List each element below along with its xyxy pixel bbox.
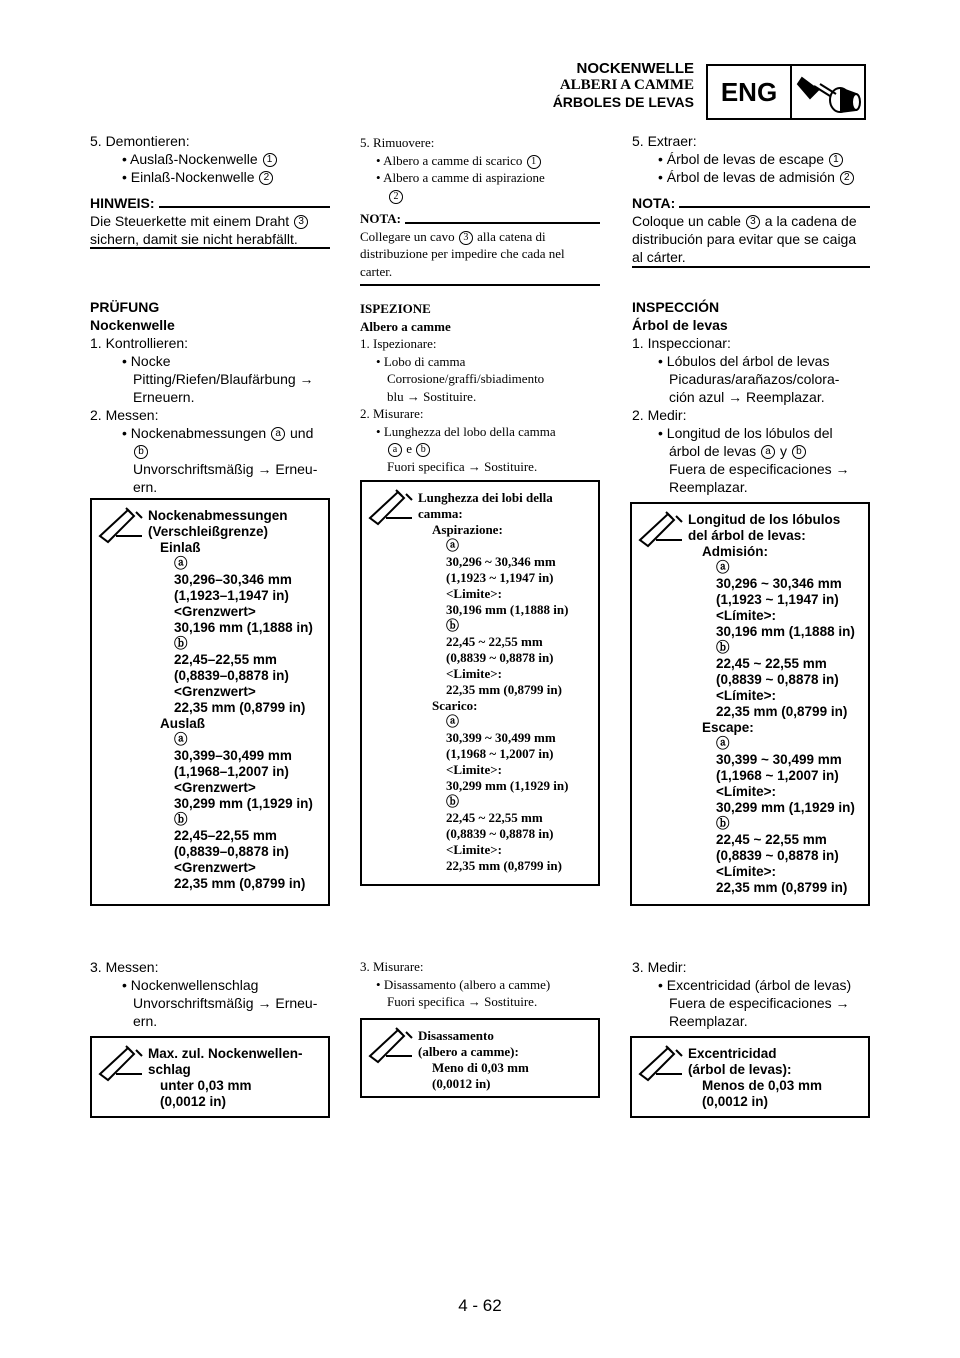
- spec-line: Scarico:: [432, 698, 478, 713]
- es-note-line3: al cárter.: [632, 249, 686, 265]
- es-inspection-section: [632, 298, 870, 496]
- spec-line: 30,399 ~ 30,499 mm: [716, 752, 842, 767]
- es-step2-item2: [632, 442, 870, 460]
- de-step5: 5. Demontieren:: [90, 133, 190, 149]
- callout-1: 1: [527, 155, 541, 169]
- it-step5-item2: • Albero a camme di aspirazione: [376, 170, 545, 185]
- de-step2-detail2: ern.: [133, 479, 158, 495]
- spec-line: 22,35 mm (0,8799 in): [174, 700, 306, 715]
- spec-line: ⓐ: [174, 556, 188, 571]
- es-step1-item: • Lóbulos del árbol de levas: [658, 353, 830, 369]
- spec-line: Menos de 0,03 mm: [702, 1078, 823, 1093]
- de-step1-item-text: Nocke: [130, 353, 171, 369]
- wrench-icon: [98, 1044, 144, 1084]
- eng-label: ENG: [720, 76, 778, 107]
- spec-line: <Límite>:: [716, 784, 777, 799]
- spec-line: 22,45–22,55 mm: [174, 652, 277, 667]
- spec-line: Einlaß: [160, 540, 201, 555]
- wrench-icon: [638, 510, 684, 550]
- es-step2: 2. Medir:: [632, 407, 687, 423]
- de-note-text1: Die Steuerkette mit einem Draht: [90, 213, 290, 229]
- it-section-title: ISPEZIONE: [360, 301, 431, 316]
- spec-line: (0,8839 ~ 0,8878 in): [716, 848, 839, 863]
- spec-line: <Grenzwert>: [174, 780, 256, 795]
- es-step2-item-text: Longitud de los lóbulos del: [666, 425, 833, 441]
- spec-line: 22,45 ~ 22,55 mm: [716, 656, 827, 671]
- es-subsection-title: Árbol de levas: [632, 317, 728, 333]
- de-step3-detail: Unvorschriftsmäßig → Erneu-: [133, 995, 318, 1011]
- de-removal-section: [90, 132, 330, 248]
- it-step1-item: • Lobo di camma: [376, 353, 466, 369]
- es-note-label: NOTA:: [632, 195, 676, 211]
- spec-line: (Verschleißgrenze): [148, 524, 269, 539]
- badge-divider: [790, 66, 792, 118]
- de-subsection-title: Nockenwelle: [90, 317, 175, 333]
- spec-line: schlag: [148, 1062, 191, 1077]
- es-step2-and: y: [779, 443, 787, 459]
- de-section-title: PRÜFUNG: [90, 299, 160, 315]
- spec-line: <Grenzwert>: [174, 684, 256, 699]
- it-note-head: [360, 210, 600, 228]
- de-step5-item2: • Einlaß-Nockenwelle 2: [90, 168, 330, 186]
- it-step5: 5. Rimuovere:: [360, 135, 435, 150]
- wrench-icon: [368, 488, 414, 528]
- spec-line: (0,8839–0,8878 in): [174, 844, 289, 859]
- it-step5-item1: • Albero a camme di scarico 1: [360, 152, 600, 170]
- it-step3-detail: Fuori specifica → Sostituire.: [387, 994, 538, 1009]
- wrench-icon: [638, 1044, 684, 1084]
- spec-line: Disassamento: [418, 1028, 494, 1043]
- de-runout-section: [90, 958, 330, 1030]
- es-step3-item: • Excentricidad (árbol de levas): [658, 977, 852, 993]
- spec-line: Aspirazione:: [432, 522, 503, 537]
- es-step3-detail2: Reemplazar.: [669, 1013, 748, 1029]
- spec-line: <Limite>:: [446, 762, 502, 777]
- spec-line: ⓐ: [446, 714, 460, 729]
- es-note-text2: a la cadena de: [764, 213, 857, 229]
- es-note-line1: [632, 212, 870, 230]
- it-step1-item-text: Lobo di camma: [383, 353, 466, 369]
- callout-2: 2: [840, 171, 854, 185]
- callout-3: 3: [746, 215, 760, 229]
- es-removal-section: [632, 132, 870, 266]
- header-title-it: ALBERI A CAMME: [559, 77, 694, 93]
- it-step2-item: • Lunghezza del lobo della camma: [376, 423, 556, 439]
- spec-line: (1,1923–1,1947 in): [174, 588, 289, 603]
- de-spec-box: [90, 498, 330, 906]
- it-step1-detail: Corrosione/graffi/sbiadimento: [387, 371, 545, 386]
- de-step3-item-text: Nockenwellenschlag: [130, 977, 259, 993]
- es-step3: 3. Medir:: [632, 959, 687, 975]
- spec-line: Nockenabmessungen: [148, 508, 288, 523]
- de-step1-item: • Nocke: [122, 353, 171, 369]
- es-step2-detail: Fuera de especificaciones →: [669, 461, 850, 477]
- spec-line: Excentricidad: [688, 1046, 777, 1061]
- spec-line: Max. zul. Nockenwellen-: [148, 1046, 303, 1061]
- spec-line: 30,296 ~ 30,346 mm: [716, 576, 842, 591]
- de-inspection-section: [90, 298, 330, 496]
- it-step3-item: • Disassamento (albero a camme): [376, 976, 551, 992]
- spec-line: ⓑ: [446, 618, 460, 633]
- de-runout-box: [90, 1036, 330, 1118]
- it-inspection-section: [360, 300, 600, 475]
- de-note-rule: [90, 247, 330, 249]
- spec-line: 30,399–30,499 mm: [174, 748, 292, 763]
- it-step2: 2. Misurare:: [360, 406, 424, 421]
- spec-line: ⓑ: [716, 816, 730, 831]
- de-step3-detail2: ern.: [133, 1013, 158, 1029]
- page-header: [553, 60, 694, 110]
- de-step5-item2-text: Einlaß-Nockenwelle: [130, 169, 255, 185]
- it-step1: 1. Ispezionare:: [360, 336, 437, 351]
- page-number: 4 - 62: [458, 1296, 502, 1315]
- de-step2-and: und: [290, 425, 314, 441]
- es-runout-section: [632, 958, 870, 1030]
- spec-line: 30,196 mm (1,1888 in): [716, 624, 855, 639]
- de-spec-lines: [148, 508, 313, 892]
- spec-line: (0,8839 ~ 0,8878 in): [446, 826, 554, 841]
- spec-line: Longitud de los lóbulos: [688, 512, 841, 527]
- callout-2: 2: [259, 171, 273, 185]
- camshaft-icon: [796, 70, 862, 116]
- it-note-line2: distribuzione per impedire che cada nel: [360, 246, 565, 261]
- it-step3-item-text: Disassamento (albero a camme): [383, 976, 551, 992]
- spec-line: ⓐ: [446, 538, 460, 553]
- spec-line: (0,0012 in): [702, 1094, 769, 1109]
- spec-line: 22,35 mm (0,8799 in): [716, 704, 848, 719]
- it-runout-section: [360, 958, 600, 1011]
- spec-line: ⓑ: [174, 812, 188, 827]
- de-step2-item: • Nockenabmessungen a und: [122, 425, 314, 441]
- it-step3: 3. Misurare:: [360, 959, 424, 974]
- it-note-line1: [360, 228, 600, 246]
- spec-line: (0,8839–0,8878 in): [174, 668, 289, 683]
- spec-line: 30,296 ~ 30,346 mm: [446, 554, 556, 569]
- de-step2-b: [90, 442, 330, 460]
- spec-line: 30,299 mm (1,1929 in): [716, 800, 855, 815]
- wrench-icon: [98, 506, 144, 546]
- de-step1-detail: Pitting/Riefen/Blaufärbung →: [133, 371, 314, 387]
- spec-line: Auslaß: [160, 716, 206, 731]
- es-step3-item-text: Excentricidad (árbol de levas): [666, 977, 852, 993]
- es-note-text1: Coloque un cable: [632, 213, 741, 229]
- spec-line: 22,35 mm (0,8799 in): [446, 682, 562, 697]
- es-note-head: [632, 194, 870, 212]
- spec-line: del árbol de levas:: [688, 528, 806, 543]
- header-title-es: ÁRBOLES DE LEVAS: [552, 94, 694, 110]
- spec-line: 30,399 ~ 30,499 mm: [446, 730, 556, 745]
- it-removal-section: [360, 134, 600, 280]
- spec-line: unter 0,03 mm: [160, 1078, 252, 1093]
- spec-line: 30,196 mm (1,1888 in): [446, 602, 569, 617]
- spec-line: <Límite>:: [716, 688, 777, 703]
- it-step2-ab: [360, 440, 600, 458]
- de-note-line1: [90, 212, 330, 230]
- spec-line: (1,1968 ~ 1,2007 in): [716, 768, 839, 783]
- it-step5-item1-text: Albero a camme di scarico: [383, 152, 523, 168]
- spec-line: <Grenzwert>: [174, 860, 256, 875]
- es-step5-item2-text: Árbol de levas de admisión: [666, 169, 835, 185]
- de-step1: 1. Kontrollieren:: [90, 335, 189, 351]
- it-note-label: NOTA:: [360, 211, 401, 226]
- de-step1-detail2: Erneuern.: [133, 389, 195, 405]
- es-step1-item-text: Lóbulos del árbol de levas: [666, 353, 830, 369]
- spec-line: 22,35 mm (0,8799 in): [716, 880, 848, 895]
- es-spec-lines: [688, 512, 855, 896]
- de-step3-item: • Nockenwellenschlag: [122, 977, 259, 993]
- spec-line: 30,299 mm (1,1929 in): [174, 796, 313, 811]
- it-step2-item-text: Lunghezza del lobo della camma: [383, 423, 556, 439]
- spec-line: Meno di 0,03 mm: [432, 1060, 529, 1075]
- spec-line: Admisión:: [702, 544, 768, 559]
- it-step2-and: e: [406, 441, 413, 456]
- de-step5-item1-text: Auslaß-Nockenwelle: [130, 151, 258, 167]
- spec-line: ⓐ: [716, 560, 730, 575]
- es-step3-detail: Fuera de especificaciones →: [669, 995, 850, 1011]
- it-runout-lines: [418, 1028, 529, 1092]
- spec-line: (1,1968 ~ 1,2007 in): [446, 746, 554, 761]
- es-step1-detail2: ción azul → Reemplazar.: [669, 389, 825, 405]
- spec-line: ⓐ: [716, 736, 730, 751]
- spec-line: <Límite>:: [716, 608, 777, 623]
- spec-line: ⓑ: [446, 794, 460, 809]
- es-step1-detail: Picaduras/arañazos/colora-: [669, 371, 840, 387]
- es-runout-lines: [688, 1046, 822, 1110]
- es-step5-item1: • Árbol de levas de escape 1: [632, 150, 870, 168]
- spec-line: 22,45 ~ 22,55 mm: [446, 810, 543, 825]
- it-step1-detail2: blu → Sostituire.: [387, 388, 477, 404]
- es-note-line2: distribución para evitar que se caiga: [632, 231, 857, 247]
- de-step2-detail: Unvorschriftsmäßig → Erneu-: [133, 461, 318, 477]
- spec-line: 22,35 mm (0,8799 in): [446, 858, 562, 873]
- callout-2: 2: [389, 190, 403, 204]
- spec-line: 22,45 ~ 22,55 mm: [716, 832, 827, 847]
- spec-line: <Grenzwert>: [174, 604, 256, 619]
- es-step5-item2: • Árbol de levas de admisión 2: [632, 168, 870, 186]
- callout-b: b: [792, 445, 806, 459]
- it-note-text2: alla catena di: [477, 228, 546, 244]
- it-step5-item2-text: Albero a camme di aspirazione: [383, 170, 545, 185]
- callout-a: a: [761, 445, 775, 459]
- it-subsection-title: Albero a camme: [360, 318, 451, 334]
- callout-3: 3: [459, 231, 473, 245]
- it-runout-box: [360, 1018, 600, 1098]
- spec-line: 22,35 mm (0,8799 in): [174, 876, 306, 891]
- de-step2-item-text: Nockenabmessungen: [130, 425, 267, 441]
- spec-line: (0,0012 in): [432, 1076, 491, 1091]
- spec-line: Escape:: [702, 720, 754, 735]
- es-step1: 1. Inspeccionar:: [632, 335, 731, 351]
- it-spec-box: [360, 480, 600, 886]
- spec-line: (0,8839 ~ 0,8878 in): [716, 672, 839, 687]
- spec-line: Lunghezza dei lobi della: [418, 490, 553, 505]
- es-step2-detail2: Reemplazar.: [669, 479, 748, 495]
- es-section-title: INSPECCIÓN: [632, 299, 720, 315]
- header-title-de: NOCKENWELLE: [576, 60, 694, 77]
- spec-line: 22,45–22,55 mm: [174, 828, 277, 843]
- it-spec-lines: [418, 490, 568, 874]
- it-step2-detail: Fuori specifica → Sostituire.: [387, 458, 538, 474]
- spec-line: (árbol de levas):: [688, 1062, 792, 1077]
- es-spec-box: [630, 502, 870, 906]
- callout-1: 1: [263, 153, 277, 167]
- spec-line: ⓑ: [174, 636, 188, 651]
- de-step3: 3. Messen:: [90, 959, 159, 975]
- de-runout-lines: [148, 1046, 303, 1110]
- spec-line: 30,299 mm (1,1929 in): [446, 778, 569, 793]
- callout-b: b: [134, 445, 148, 459]
- callout-1: 1: [829, 153, 843, 167]
- callout-3: 3: [294, 215, 308, 229]
- es-runout-box: [630, 1036, 870, 1118]
- it-note-line3: carter.: [360, 263, 393, 279]
- spec-line: <Limite>:: [446, 842, 502, 857]
- spec-line: (1,1923 ~ 1,1947 in): [716, 592, 839, 607]
- spec-line: 30,296–30,346 mm: [174, 572, 292, 587]
- callout-a: a: [388, 443, 402, 457]
- de-note-label: HINWEIS:: [90, 195, 155, 211]
- it-step5-item2-callout: [360, 187, 600, 205]
- de-step2: 2. Messen:: [90, 407, 159, 423]
- spec-line: 30,196 mm (1,1888 in): [174, 620, 313, 635]
- callout-b: b: [416, 443, 430, 457]
- es-note-rule: [632, 266, 870, 268]
- callout-a: a: [271, 427, 285, 441]
- de-note-head: [90, 194, 330, 212]
- spec-line: camma:: [418, 506, 463, 521]
- spec-line: 22,45 ~ 22,55 mm: [446, 634, 543, 649]
- es-step5: 5. Extraer:: [632, 133, 697, 149]
- es-step2-item: • Longitud de los lóbulos del: [658, 425, 833, 441]
- spec-line: (0,8839 ~ 0,8878 in): [446, 650, 554, 665]
- spec-line: ⓑ: [716, 640, 730, 655]
- spec-line: (albero a camme):: [418, 1044, 519, 1059]
- eng-badge: [706, 64, 866, 120]
- spec-line: (1,1923 ~ 1,1947 in): [446, 570, 554, 585]
- de-step5-item1: • Auslaß-Nockenwelle 1: [90, 150, 330, 168]
- es-step2-item2-text: árbol de levas: [669, 443, 757, 459]
- spec-line: (0,0012 in): [160, 1094, 227, 1109]
- it-note-text1: Collegare un cavo: [360, 228, 455, 244]
- spec-line: <Limite>:: [446, 666, 502, 681]
- spec-line: <Limite>:: [446, 586, 502, 601]
- es-step5-item1-text: Árbol de levas de escape: [666, 151, 825, 167]
- de-note-line2: sichern, damit sie nicht herabfällt.: [90, 231, 298, 247]
- wrench-icon: [368, 1026, 414, 1066]
- it-note-rule: [360, 284, 600, 286]
- spec-line: (1,1968–1,2007 in): [174, 764, 289, 779]
- spec-line: <Límite>:: [716, 864, 777, 879]
- spec-line: ⓐ: [174, 732, 188, 747]
